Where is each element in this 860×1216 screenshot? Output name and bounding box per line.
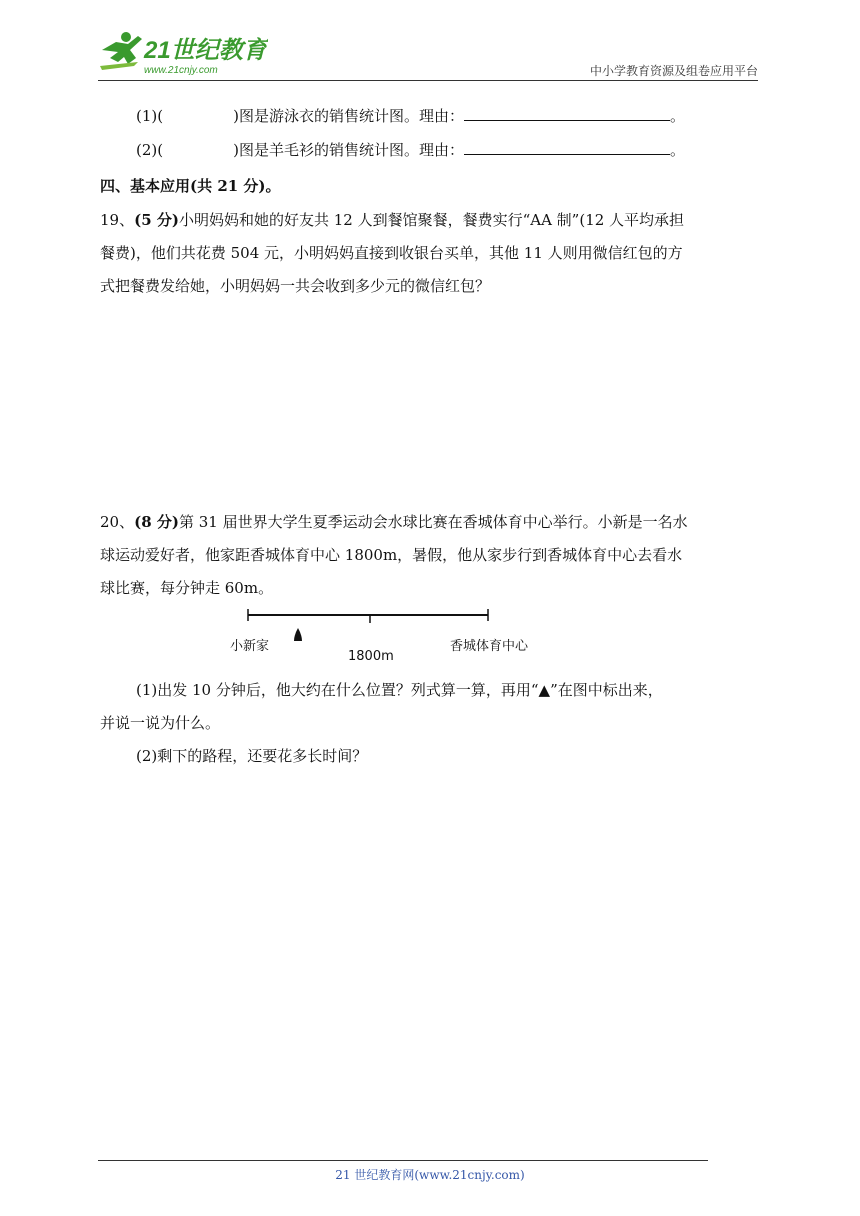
q18-part2 <box>136 140 685 160</box>
platform-title: 中小学教育资源及组卷应用平台 <box>589 64 758 78</box>
q20-text-1: 第 31 届世界大学生夏季运动会水球比赛在香城体育中心举行。小新是一名水 <box>178 513 688 531</box>
page-header <box>98 28 758 80</box>
q19-line3: 式把餐费发给她，小明妈妈一共会收到多少元的微信红包？ <box>100 277 491 295</box>
q19-score: (5 分) <box>134 211 179 229</box>
q20-sub1-line2: 并说一说为什么。 <box>100 714 221 732</box>
q20-number: 20、 <box>100 513 135 531</box>
header-divider <box>98 80 758 81</box>
position-marker-icon <box>294 628 302 641</box>
logo-url: www.21cnjy.com <box>144 65 218 76</box>
q20-sub2: (2)剩下的路程，还要花多长时间？ <box>136 747 368 765</box>
footer-link[interactable]: 21 世纪教育网(www.21cnjy.com) <box>335 1168 525 1182</box>
diagram-distance-label: 1800m <box>348 649 394 664</box>
q19-text-1: 小明妈妈和她的好友共 12 人到餐馆聚餐，餐费实行“AA 制”(12 人平均承担 <box>178 211 685 229</box>
q18-part2-reason-blank[interactable] <box>464 140 670 155</box>
q19-number: 19、 <box>100 211 135 229</box>
site-logo <box>98 28 268 78</box>
diagram-right-label: 香城体育中心 <box>450 639 529 654</box>
q20-score: (8 分) <box>134 513 179 531</box>
q18-part2-prefix: (2)( <box>136 141 164 159</box>
distance-diagram[interactable] <box>222 603 544 665</box>
q20-sub1-line1: (1)出发 10 分钟后，他大约在什么位置？列式算一算，再用“▲”在图中标出来， <box>136 681 663 699</box>
q19-line1 <box>100 210 684 230</box>
q18-part1 <box>136 106 685 126</box>
q18-part1-prefix: (1)( <box>136 107 164 125</box>
q18-part2-suffix: )图是羊毛衫的销售统计图。理由： <box>233 141 464 159</box>
q18-part1-end: 。 <box>669 107 685 125</box>
q20-line1 <box>100 512 688 532</box>
q18-part1-reason-blank[interactable] <box>464 106 670 121</box>
q18-part1-suffix: )图是游泳衣的销售统计图。理由： <box>233 107 464 125</box>
footer-divider <box>98 1160 708 1161</box>
q20-line3: 球比赛，每分钟走 60m。 <box>100 579 274 597</box>
diagram-left-label: 小新家 <box>230 639 270 654</box>
section4-title: 四、基本应用(共 21 分)。 <box>100 177 281 195</box>
q18-part2-end: 。 <box>669 141 685 159</box>
logo-text: 21世纪教育 <box>144 37 267 64</box>
q20-line2: 球运动爱好者，他家距香城体育中心 1800m，暑假，他从家步行到香城体育中心去看水 <box>100 546 683 564</box>
q19-line2: 餐费)，他们共花费 504 元，小明妈妈直接到收银台买单，其他 11 人则用微信红包的方 <box>100 244 683 262</box>
runner-icon <box>100 32 142 70</box>
